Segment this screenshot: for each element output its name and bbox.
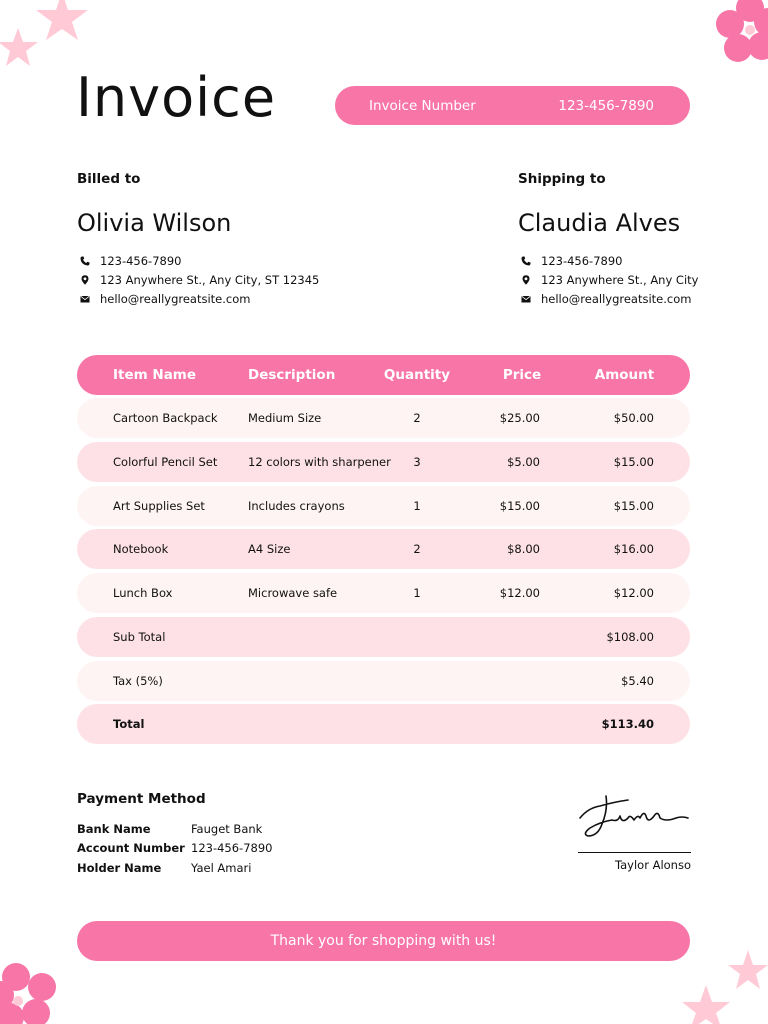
signature-line [578,852,691,853]
billed-to-section [77,171,319,308]
flower-decoration-icon [700,0,768,70]
table-row: Cartoon Backpack Medium Size 2 $25.00 $50.00 [77,398,690,438]
header-amount: Amount [594,367,655,383]
phone-icon [521,256,531,266]
table-row: Colorful Pencil Set 12 colors with sharpener 3 $5.00 $15.00 [77,442,690,482]
invoice-number-label: Invoice Number [369,97,476,114]
mail-icon [80,294,90,304]
header-item-name: Item Name [113,367,197,383]
page-title: Invoice [76,66,277,129]
billed-to-name: Olivia Wilson [77,209,232,237]
shipping-to-section [518,171,698,308]
invoice-number-badge [335,86,690,125]
location-pin-icon [80,275,90,285]
shipping-to-address: 123 Anywhere St., Any City [518,270,698,289]
signature-image [578,788,690,852]
header-price: Price [502,367,542,383]
shipping-to-email: hello@reallygreatsite.com [518,289,698,308]
billed-to-address: 123 Anywhere St., Any City, ST 12345 [77,270,319,289]
phone-icon [80,256,90,266]
shipping-to-phone: 123-456-7890 [518,251,698,270]
billed-to-email: hello@reallygreatsite.com [77,289,319,308]
shipping-to-name: Claudia Alves [518,209,681,237]
table-row: Notebook A4 Size 2 $8.00 $16.00 [77,529,690,569]
header-description: Description [248,367,336,383]
billed-to-label: Billed to [77,171,141,187]
thank-you-banner: Thank you for shopping with us! [77,921,690,961]
payment-method-title: Payment Method [77,791,206,807]
billed-to-phone: 123-456-7890 [77,251,319,270]
header-quantity: Quantity [383,367,451,383]
signature-name: Taylor Alonso [614,858,691,872]
table-row: Lunch Box Microwave safe 1 $12.00 $12.00 [77,573,690,613]
invoice-number-value: 123-456-7890 [558,97,654,114]
account-number-row: Account Number 123-456-7890 [77,841,273,856]
holder-name-row: Holder Name Yael Amari [77,860,252,875]
tax-row: Tax (5%) $5.40 [77,661,690,701]
table-header [77,355,690,395]
location-pin-icon [521,275,531,285]
shipping-to-label: Shipping to [518,171,606,187]
flower-decoration-icon [0,955,70,1024]
payment-method-section [77,791,272,878]
bank-name-row: Bank Name Fauget Bank [77,821,263,836]
table-row: Art Supplies Set Includes crayons 1 $15.00 $15.00 [77,486,690,526]
subtotal-row: Sub Total $108.00 [77,617,690,657]
mail-icon [521,294,531,304]
total-row: Total $113.40 [77,704,690,744]
